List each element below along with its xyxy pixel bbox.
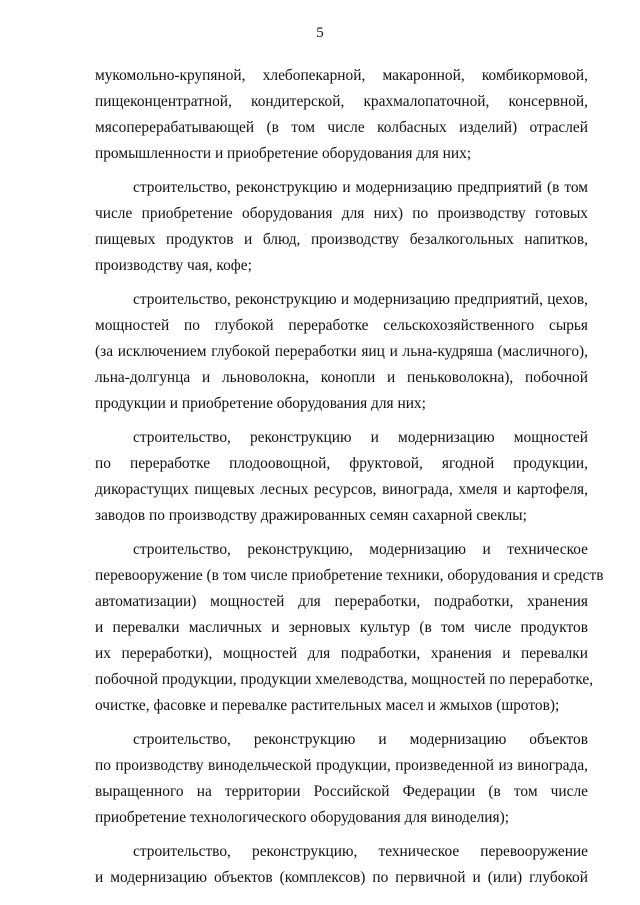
paragraph-3-line-4: льна-долгунца и льноволокна, конопли и пеньковолокна), побочной [95,369,588,386]
paragraph-1-line-1: мукомольно-крупяной, хлебопекарной, макаронной, комбикормовой, [95,67,588,84]
paragraph-3-line-5: продукции и приобретение оборудования для них; [95,395,426,412]
page-number: 5 [316,25,324,41]
paragraph-6-line-2: по производству винодельческой продукции, произведенной из винограда, [95,757,588,774]
paragraph-4-line-1: строительство, реконструкцию и модернизацию мощностей [133,429,588,446]
paragraph-3-line-3: (за исключением глубокой переработки яиц и льна-кудряша (масличного), [95,343,588,360]
paragraph-2-line-4: производству чая, кофе; [95,257,252,274]
paragraph-1-line-3: мясоперерабатывающей (в том числе колбасных изделий) отраслей [95,119,588,136]
paragraph-2-line-1: строительство, реконструкцию и модернизацию предприятий (в том [133,179,588,196]
paragraph-3-line-1: строительство, реконструкцию и модернизацию предприятий, цехов, [133,291,588,308]
paragraph-1-line-4: промышленности и приобретение оборудования для них; [95,145,472,162]
document-body [95,63,604,891]
paragraph-5-line-7: очистке, фасовке и перевалке растительных масел и жмыхов (шротов); [95,697,560,714]
paragraph-5-line-6: побочной продукции, продукции хмелеводства, мощностей по переработке, [95,671,594,688]
paragraph-6-line-3: выращенного на территории Российской Федерации (в том числе [95,783,588,800]
paragraph-4-line-4: заводов по производству дражированных семян сахарной свеклы; [95,507,527,524]
paragraph-5-line-1: строительство, реконструкцию, модернизацию и техническое [133,541,588,558]
paragraph-5-line-2: перевооружение (в том числе приобретение техники, оборудования и средств [95,567,604,584]
paragraph-2-line-2: числе приобретение оборудования для них) по производству готовых [95,205,588,222]
paragraph-6-line-1: строительство, реконструкцию и модернизацию объектов [133,731,588,748]
paragraph-4-line-3: дикорастущих пищевых лесных ресурсов, винограда, хмеля и картофеля, [95,481,588,498]
paragraph-4-line-2: по переработке плодоовощной, фруктовой, ягодной продукции, [95,455,588,472]
paragraph-2-line-3: пищевых продуктов и блюд, производству безалкогольных напитков, [95,231,588,248]
paragraph-1-line-2: пищеконцентратной, кондитерской, крахмалопаточной, консервной, [95,93,588,110]
paragraph-3-line-2: мощностей по глубокой переработке сельскохозяйственного сырья [95,317,588,334]
paragraph-7-line-1: строительство, реконструкцию, техническое перевооружение [133,843,588,860]
paragraph-7-line-2: и модернизацию объектов (комплексов) по первичной и (или) глубокой [95,869,588,886]
paragraph-5-line-3: автоматизации) мощностей для переработки, подработки, хранения [95,593,588,610]
paragraph-6-line-4: приобретение технологического оборудования для виноделия); [95,809,510,826]
paragraph-5-line-5: их переработки), мощностей для подработки, хранения и перевалки [95,645,588,662]
paragraph-5-line-4: и перевалки масличных и зерновых культур (в том числе продуктов [95,619,588,636]
